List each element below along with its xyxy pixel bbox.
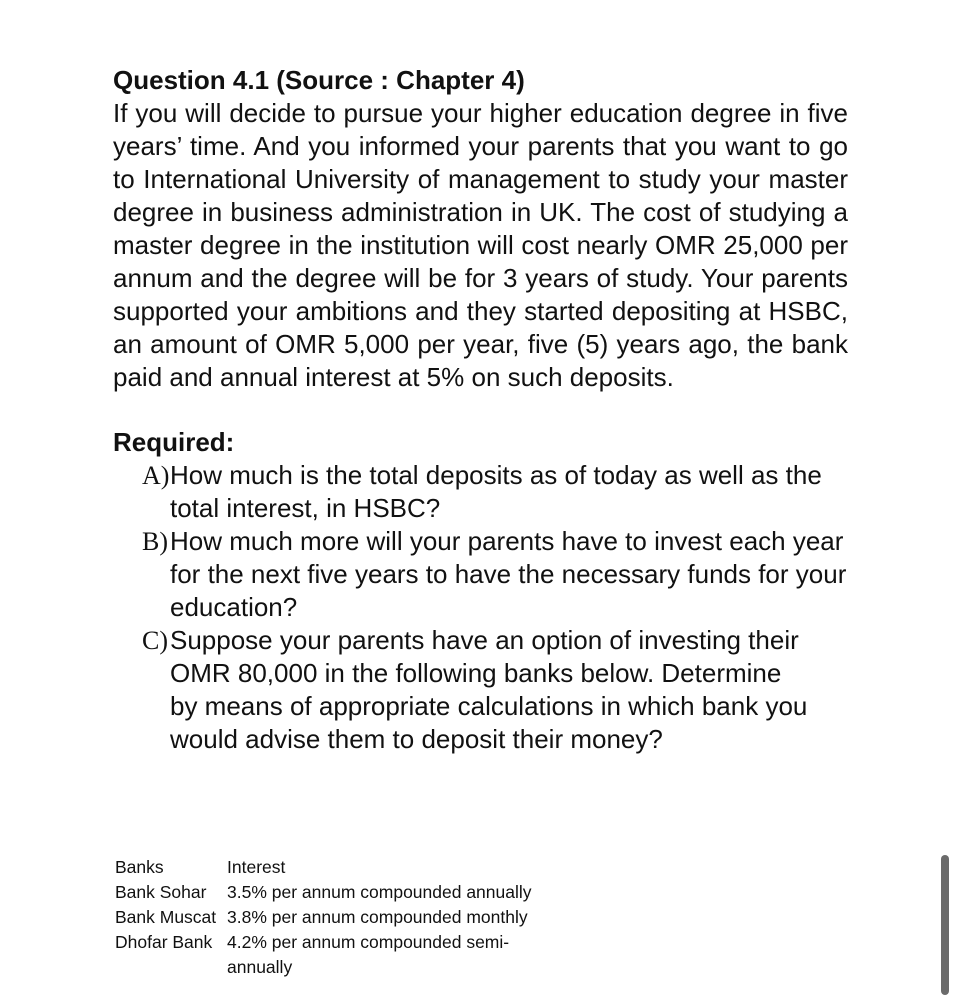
required-item-a xyxy=(113,459,848,525)
bank-name: Dhofar Bank xyxy=(115,932,213,952)
bank-interest: 3.5% per annum compounded annually xyxy=(227,882,532,902)
required-item-c xyxy=(113,624,848,756)
table-row xyxy=(115,905,567,930)
bank-name: Bank Muscat xyxy=(115,907,217,927)
item-marker: B) xyxy=(142,527,168,556)
required-item-b xyxy=(113,525,848,624)
item-text: How much is the total deposits as of today as well as the total interest, in HSBC? xyxy=(170,460,822,523)
header-interest: Interest xyxy=(227,857,286,877)
banks-table xyxy=(115,855,567,980)
question-body: If you will decide to pursue your higher education degree in five years’ time. And you informed your parents that you want to go to International University of management to study your master degree in business administration in UK. The cost of studying a master degree in the institution will cost nearly OMR 25,000 per annum and the degree will be for 3 years of study. Your parents supported your ambitions and they started depositing at HSBC, an amount of OMR 5,000 per year, five (5) years ago, the bank paid and annual interest at 5% on such deposits. xyxy=(113,98,848,392)
bank-interest: 4.2% per annum compounded semi-annually xyxy=(227,932,510,977)
item-text: Suppose your parents have an option of investing their OMR 80,000 in the following banks below. Determine by means of appropriate calculations in which bank you would advise them to deposit their money? xyxy=(170,625,808,754)
bank-name: Bank Sohar xyxy=(115,882,207,902)
item-marker: C) xyxy=(142,626,168,655)
bank-interest: 3.8% per annum compounded monthly xyxy=(227,907,528,927)
table-row xyxy=(115,880,567,905)
required-heading: Required: xyxy=(113,427,235,457)
table-header-row xyxy=(115,855,567,880)
required-list xyxy=(113,459,848,756)
question-title: Question 4.1 (Source : Chapter 4) xyxy=(113,65,525,95)
item-text: How much more will your parents have to invest each year for the next five years to have the necessary funds for your education? xyxy=(170,526,847,622)
question-document xyxy=(113,64,848,756)
header-banks: Banks xyxy=(115,857,164,877)
item-marker: A) xyxy=(142,461,170,490)
scrollbar[interactable] xyxy=(941,855,949,995)
table-row xyxy=(115,930,567,980)
